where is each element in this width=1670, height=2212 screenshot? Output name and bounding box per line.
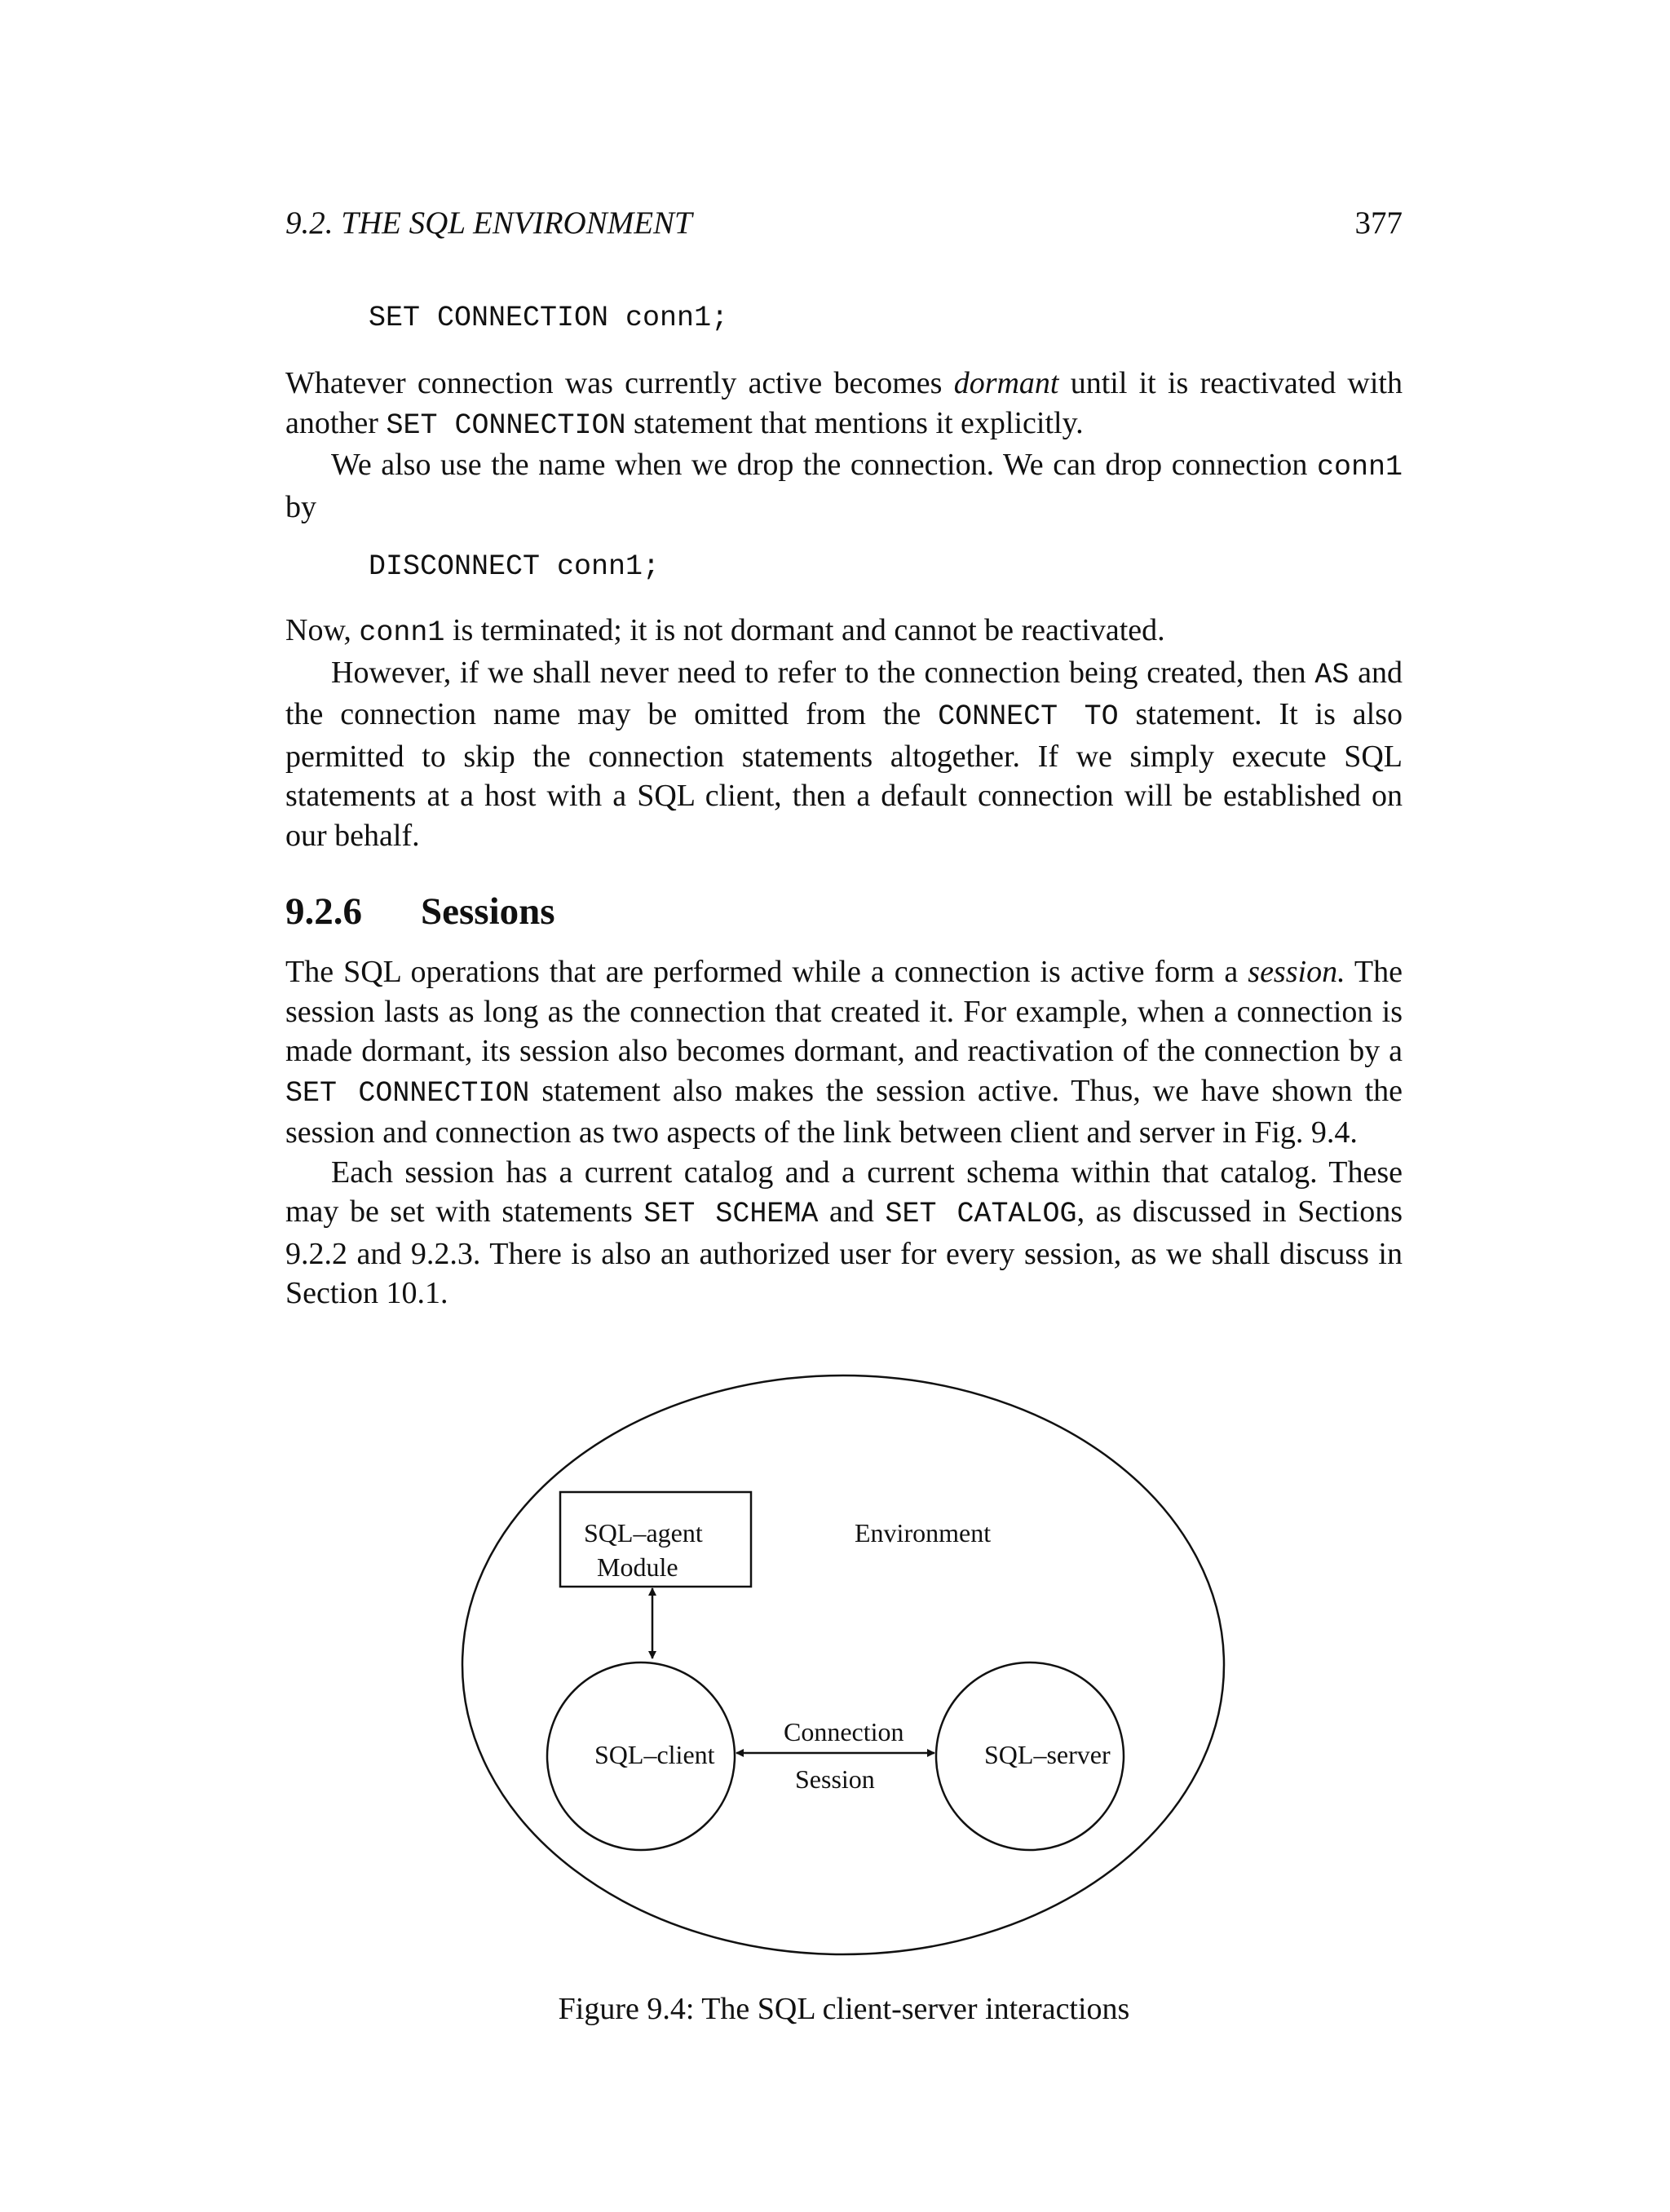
inline-code: AS — [1314, 658, 1350, 691]
paragraph-terminated-text: Now, conn1 is terminated; it is not dormant and cannot be reactivated. — [285, 613, 1165, 649]
environment-label: Environment — [855, 1518, 992, 1548]
section-heading — [285, 887, 555, 936]
term-dormant: dormant — [953, 366, 1059, 400]
inline-code: conn1 — [1316, 451, 1403, 483]
page-number: 377 — [1354, 205, 1403, 241]
sql-client-label: SQL–client — [594, 1740, 715, 1769]
paragraph-session-definition: The SQL operations that are performed while a connection is active form a session. The session lasts as long as the connection that created it. For example, when a connection is made dormant, its session also becomes dormant, and reactivation of the connection by a SET CONNECTION statement also makes the session active. Thus, we have shown the session and connection as two aspects of the link between client and server in Fig. 9.4. — [285, 955, 1403, 1150]
running-head-section: 9.2. THE SQL ENVIRONMENT — [285, 205, 692, 241]
paragraph-sessions — [285, 952, 1403, 1314]
environment-ellipse — [462, 1375, 1224, 1954]
paragraph-dormant — [285, 364, 1403, 527]
inline-code: SET CONNECTION — [285, 1076, 530, 1110]
inline-code: SET SCHEMA — [643, 1198, 819, 1230]
running-head — [285, 204, 1403, 243]
paragraph-dormant-text: Whatever connection was currently active becomes dormant until it is reactivated with another SET CONNECTION statement that mentions it explicitly. — [285, 366, 1403, 442]
connection-label: Connection — [784, 1717, 904, 1746]
figure-caption: Figure 9.4: The SQL client-server interactions — [558, 1992, 1130, 2026]
code-disconnect: DISCONNECT conn1; — [369, 550, 660, 583]
code-set-connection: SET CONNECTION conn1; — [369, 302, 729, 334]
paragraph-drop-connection: We also use the name when we drop the connection. We can drop connection conn1 by — [285, 448, 1403, 524]
session-label: Session — [795, 1764, 875, 1794]
sql-server-label: SQL–server — [984, 1740, 1111, 1769]
module-label: Module — [597, 1552, 678, 1582]
figure-9-4 — [457, 1370, 1239, 1957]
paragraph-terminated — [285, 611, 1403, 855]
inline-code: SET CATALOG — [885, 1198, 1077, 1230]
section-title: Sessions — [421, 890, 555, 933]
sql-agent-label: SQL–agent — [584, 1518, 703, 1548]
inline-code: SET CONNECTION — [386, 408, 626, 442]
section-number: 9.2.6 — [285, 890, 362, 933]
inline-code: CONNECT TO — [938, 700, 1119, 733]
inline-code: conn1 — [359, 616, 445, 649]
figure-diagram — [457, 1370, 1239, 1957]
paragraph-catalog-schema: Each session has a current catalog and a current schema within that catalog. These may be set with statements SET SCHEMA and SET CATALOG, as discussed in Sections 9.2.2 and 9.2.3. There is also an authorized user for every session, as we shall discuss in Section 10.1. — [285, 1155, 1403, 1310]
term-session: session. — [1248, 955, 1345, 989]
paragraph-default-connection: However, if we shall never need to refer to the connection being created, then AS and the connection name may be omitted from the CONNECT TO statement. It is also permitted to skip the connection statements altogether. If we simply execute SQL statements at a host with a SQL client, then a default connection will be established on our behalf. — [285, 655, 1403, 853]
